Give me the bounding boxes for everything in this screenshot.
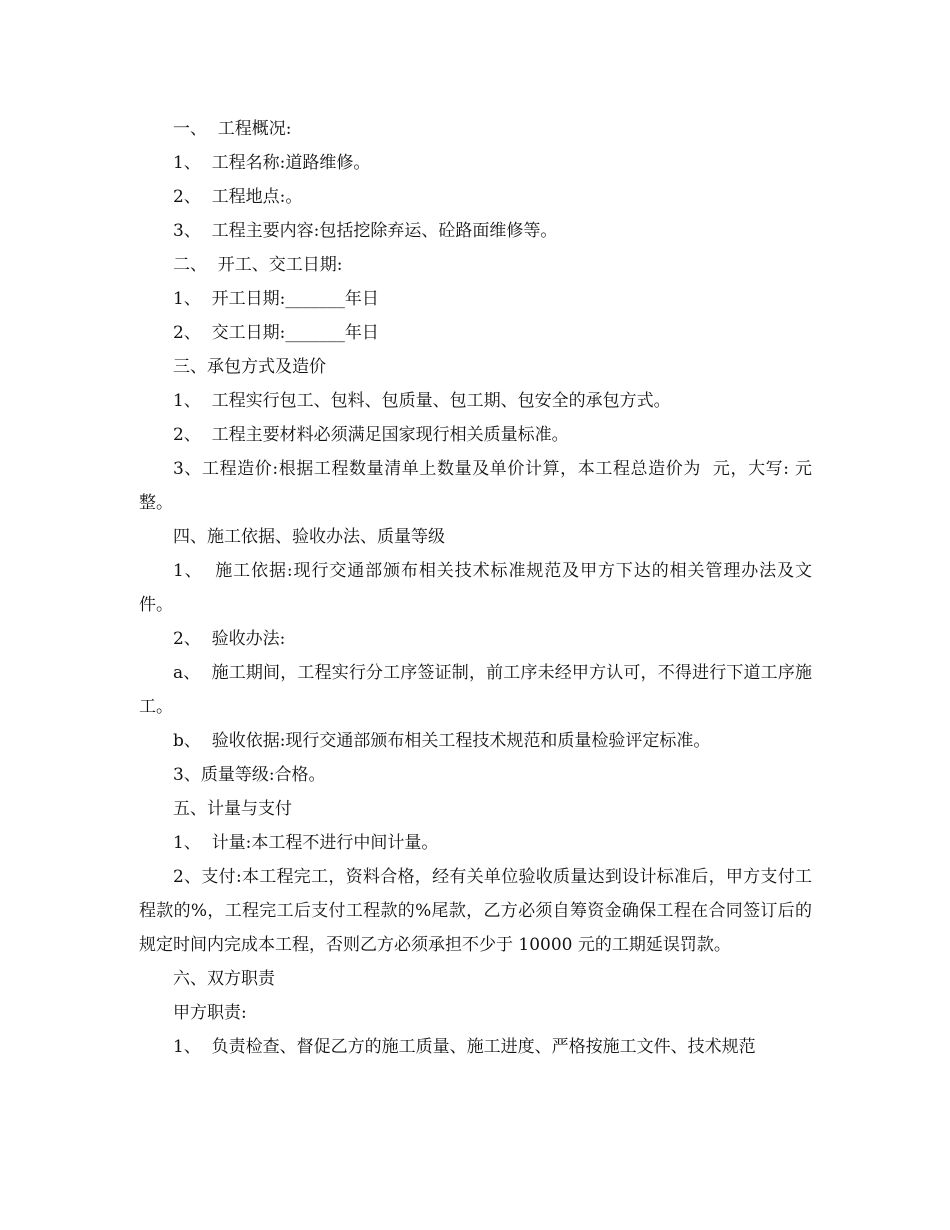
section-heading-dates: 二、 开工、交工日期: [173, 255, 343, 275]
materials-standard-line: 2、 工程主要材料必须满足国家现行相关质量标准。 [173, 425, 569, 445]
project-location-line: 2、 工程地点:。 [173, 187, 303, 207]
quality-grade-line: 3、质量等级:合格。 [173, 765, 326, 785]
party-a-responsibility-1: 1、 负责检查、督促乙方的施工质量、施工进度、严格按施工文件、技术规范 [173, 1037, 756, 1057]
acceptance-item-b: b、 验收依据:现行交通部颁布相关工程技术规范和质量检验评定标准。 [173, 731, 711, 751]
section-heading-responsibilities: 六、双方职责 [173, 969, 275, 989]
section-heading-contract-price: 三、承包方式及造价 [173, 357, 326, 377]
project-cost-paragraph: 3、工程造价:根据工程数量清单上数量及单价计算，本工程总造价为 元，大写: 元整。 [139, 459, 812, 513]
acceptance-method-line: 2、 验收办法: [173, 629, 286, 649]
project-name-line: 1、 工程名称:道路维修。 [173, 153, 371, 173]
construction-basis-paragraph: 1、 施工依据:现行交通部颁布相关技术标准规范及甲方下达的相关管理办法及文件。 [139, 561, 812, 615]
section-heading-measurement-payment: 五、计量与支付 [173, 799, 292, 819]
contract-method-line: 1、 工程实行包工、包料、包质量、包工期、包安全的承包方式。 [173, 391, 671, 411]
acceptance-item-a: a、 施工期间，工程实行分工序签证制，前工序未经甲方认可，不得进行下道工序施工。 [139, 663, 812, 717]
payment-paragraph: 2、支付:本工程完工，资料合格，经有关单位验收质量达到设计标准后，甲方支付工程款的%，工程完工后支付工程款的%尾款，乙方必须自筹资金确保工程在合同签订后的规定时间内完成本工程，否则乙方必须承担不少于 10000 元的工期延误罚款。 [139, 867, 812, 955]
section-heading-basis-acceptance-quality: 四、施工依据、验收办法、质量等级 [173, 527, 445, 547]
start-date-line: 1、 开工日期:_______年日 [173, 289, 379, 309]
party-a-responsibilities-heading: 甲方职责: [173, 1003, 247, 1023]
document-body [139, 112, 812, 1064]
completion-date-line: 2、 交工日期:_______年日 [173, 323, 379, 343]
measurement-line: 1、 计量:本工程不进行中间计量。 [173, 833, 439, 853]
section-heading-project-overview: 一、 工程概况: [173, 119, 292, 139]
project-content-line: 3、 工程主要内容:包括挖除弃运、砼路面维修等。 [173, 221, 558, 241]
